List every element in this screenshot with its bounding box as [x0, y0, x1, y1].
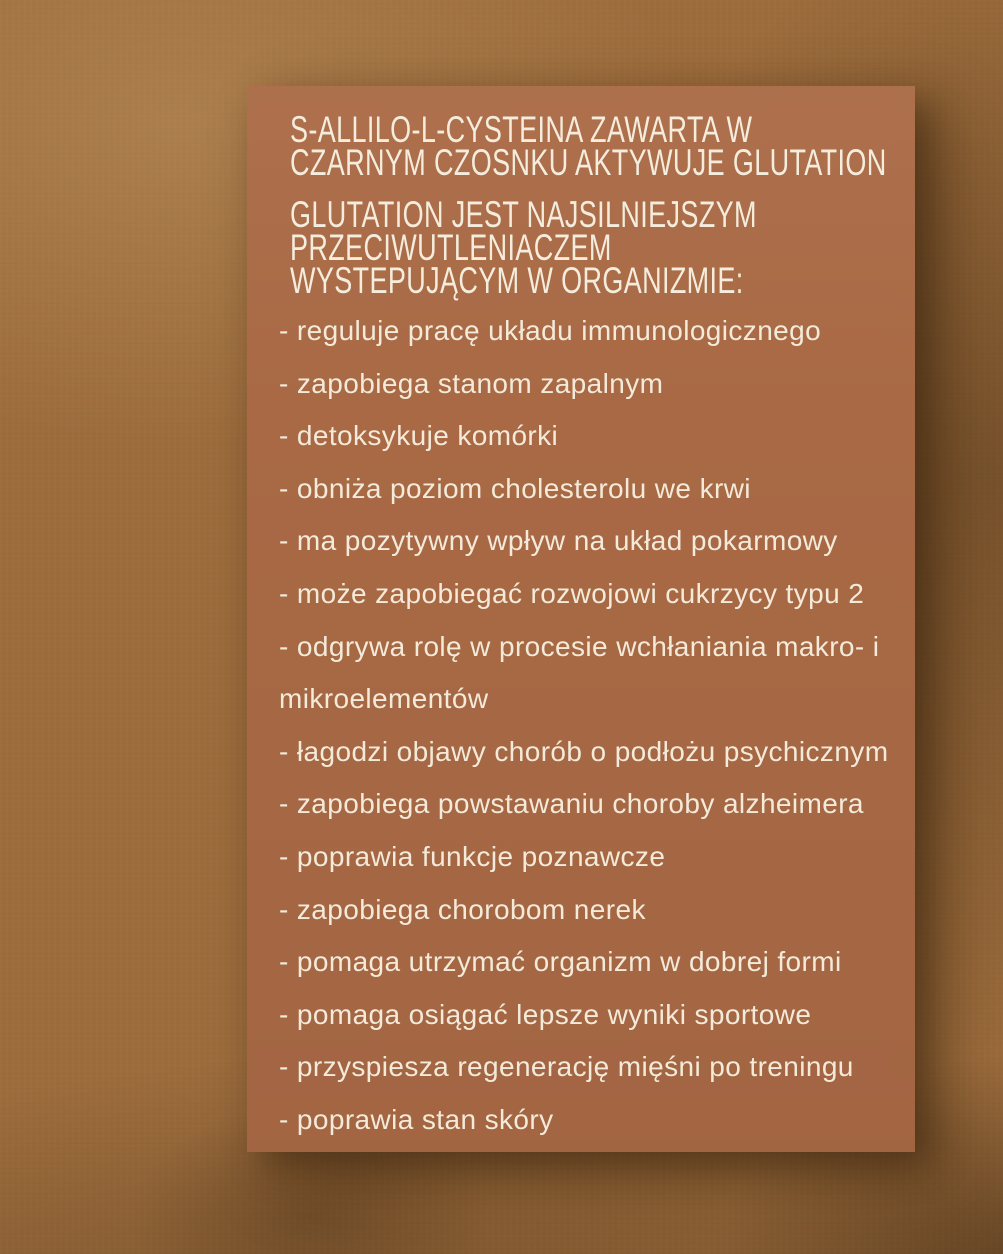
list-line: - łagodzi objawy chorób o podłożu psychicznym	[279, 735, 889, 767]
list-line: - poprawia funkcje poznawcze	[279, 840, 666, 872]
list-line: - poprawia stan skóry	[279, 1103, 554, 1135]
list-line: - przyspiesza regenerację mięśni po treningu	[279, 1051, 854, 1083]
headline-line: S-ALLILO-L-CYSTEINA ZAWARTA W	[290, 109, 753, 150]
headline	[290, 109, 887, 183]
list-line: - detoksykuje komórki	[279, 420, 559, 452]
content-panel	[247, 86, 915, 1152]
subheadline-line: GLUTATION JEST NAJSILNIEJSZYM	[290, 194, 757, 235]
list-line: - może zapobiegać rozwojowi cukrzycy typu 2	[279, 577, 865, 609]
list-line: - obniża poziom cholesterolu we krwi	[279, 472, 751, 504]
list-line: - pomaga utrzymać organizm w dobrej formi	[279, 946, 842, 978]
list-line: - reguluje pracę układu immunologicznego	[279, 315, 822, 346]
list-line: - zapobiega powstawaniu choroby alzheimera	[279, 788, 864, 820]
list-line: - ma pozytywny wpływ na układ pokarmowy	[279, 525, 838, 557]
list-line: - pomaga osiągać lepsze wyniki sportowe	[279, 998, 812, 1030]
benefits-list	[279, 305, 904, 1147]
list-line: - odgrywa rolę w procesie wchłaniania makro- i	[279, 630, 880, 662]
headline-line: CZARNYM CZOSNKU AKTYWUJE GLUTATION	[290, 142, 887, 183]
subheadline-line: WYSTEPUJĄCYM W ORGANIZMIE:	[290, 260, 744, 301]
subheadline	[290, 194, 757, 301]
list-line-continuation: mikroelementów	[279, 683, 489, 715]
list-line: - zapobiega chorobom nerek	[279, 893, 646, 925]
subheadline-line: PRZECIWUTLENIACZEM	[290, 227, 612, 268]
list-line: - zapobiega stanom zapalnym	[279, 367, 664, 399]
